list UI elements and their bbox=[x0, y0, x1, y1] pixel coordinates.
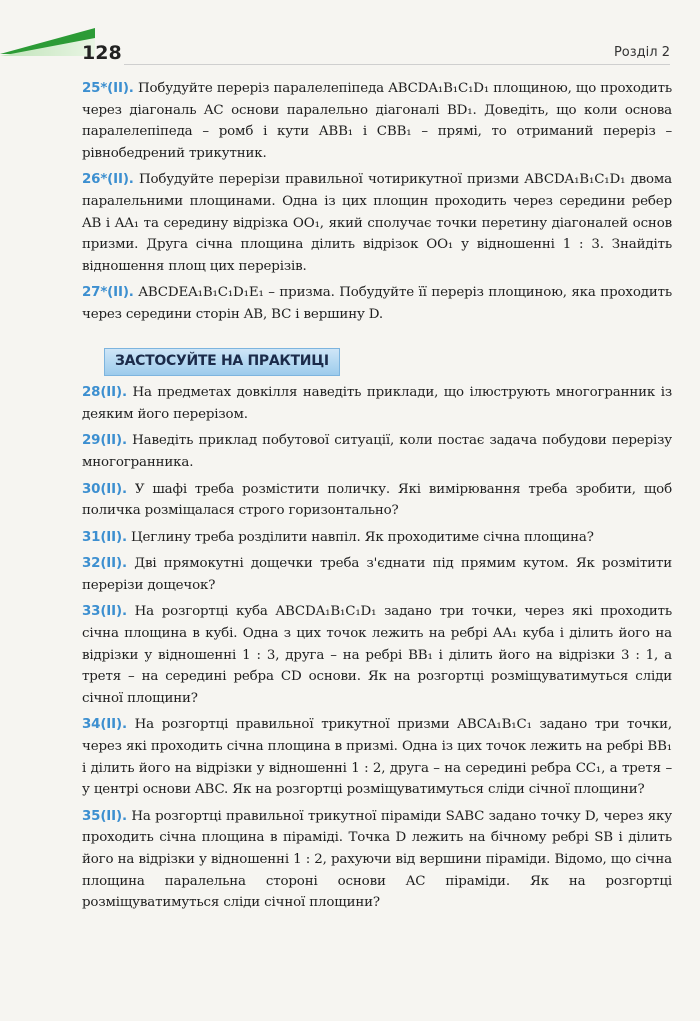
task-text: Побудуйте перерізи правильної чотирикутної призми ABCDA₁B₁C₁D₁ двома паралельними площинами. Одна із цих площин проходить через середини ребер AB і AA₁ та середину відрізка OO₁, який сполучає точки перетину діагоналей основ призми. Друга січна площина ділить відрізок OO₁ у відношенні 1 : 3. Знайдіть відношення площ цих перерізів. bbox=[82, 172, 672, 274]
task-item bbox=[82, 806, 672, 914]
task-item bbox=[82, 382, 672, 425]
task-text: Цеглину треба розділити навпіл. Як проходитиме січна площина? bbox=[131, 529, 594, 545]
tasks-practice-list bbox=[82, 382, 672, 914]
task-text: ABCDEA₁B₁C₁D₁E₁ – призма. Побудуйте її переріз площиною, яка проходить через середини сторін AB, BC і вершину D. bbox=[82, 285, 672, 322]
task-item bbox=[82, 527, 672, 549]
task-number: 35(II). bbox=[82, 808, 127, 824]
task-number: 33(II). bbox=[82, 604, 127, 620]
task-item bbox=[82, 479, 672, 522]
task-item bbox=[82, 78, 672, 164]
task-item bbox=[82, 601, 672, 709]
task-item bbox=[82, 714, 672, 800]
task-item bbox=[82, 430, 672, 473]
task-text: Наведіть приклад побутової ситуації, коли постає задача побудови перерізу многогранника. bbox=[82, 433, 673, 470]
practice-heading-wrap bbox=[104, 348, 672, 377]
task-text: На розгортці куба ABCDA₁B₁C₁D₁ задано три точки, через які проходить січна площина в кубі. Одна з цих точок лежить на ребрі AA₁ куба і ділить його на відрізки у відношенні 1 : 3, друга – на ребрі BB₁ і ділить його на відрізки 3 : 1, а третя – на середині ребра CD основи. Як на розгортці розміщуватимуться сліди січної площини? bbox=[82, 604, 673, 706]
page-content bbox=[82, 78, 672, 919]
task-text: На розгортці правильної трикутної призми ABCA₁B₁C₁ задано три точки, через які проходить січна площина в призмі. Одна із цих точок лежить на ребрі BB₁ і ділить його на відрізки у відношенні 1 : 2, друга – на середині ребра CC₁, а третя – у центрі основи ABC. Як на розгортці розміщуватимуться сліди січної площини? bbox=[82, 717, 673, 798]
task-number: 26*(II). bbox=[82, 172, 134, 188]
task-number: 28(II). bbox=[82, 385, 127, 401]
task-item bbox=[82, 553, 672, 596]
task-number: 34(II). bbox=[82, 717, 127, 733]
task-number: 31(II). bbox=[82, 529, 127, 545]
task-text: Дві прямокутні дощечки треба з'єднати під прямим кутом. Як розмітити перерізи дощечок? bbox=[82, 556, 672, 593]
task-number: 29(II). bbox=[82, 433, 127, 449]
task-text: На розгортці правильної трикутної піраміди SABC задано точку D, через яку проходить січна площина в піраміді. Точка D лежить на бічному ребрі SB і ділить його на відрізки у відношенні 1 : 2, рахуючи від вершини піраміди. Відомо, що січна площина паралельна стороні основи AC піраміди. Як на розгортці розміщуватимуться сліди січної площини? bbox=[82, 808, 672, 911]
task-item bbox=[82, 169, 672, 277]
tasks-top-list bbox=[82, 78, 672, 326]
task-item bbox=[82, 282, 672, 325]
task-text: Побудуйте переріз паралелепіпеда ABCDA₁B₁C₁D₁ площиною, що проходить через діагональ AC основи паралельно діагоналі BD₁. Доведіть, що коли основа паралелепіпеда – ромб і кути ABB₁ і CBB₁ – прямі, то отриманий переріз – рівнобедрений трикутник. bbox=[82, 81, 672, 161]
header-divider bbox=[124, 64, 670, 65]
task-number: 30(II). bbox=[82, 481, 127, 497]
task-text: У шафі треба розмістити поличку. Які вимірювання треба зробити, щоб поличка розміщалася строго горизонтально? bbox=[82, 481, 673, 519]
section-label: Розділ 2 bbox=[613, 45, 670, 60]
task-number: 25*(II). bbox=[82, 81, 134, 96]
page-number: 128 bbox=[82, 42, 122, 64]
practice-heading: ЗАСТОСУЙТЕ НА ПРАКТИЦІ bbox=[104, 348, 340, 377]
task-number: 27*(II). bbox=[82, 285, 134, 301]
task-text: На предметах довкілля наведіть приклади, що ілюструють многогранник із деяким його перерізом. bbox=[82, 385, 673, 422]
task-number: 32(II). bbox=[82, 556, 127, 572]
